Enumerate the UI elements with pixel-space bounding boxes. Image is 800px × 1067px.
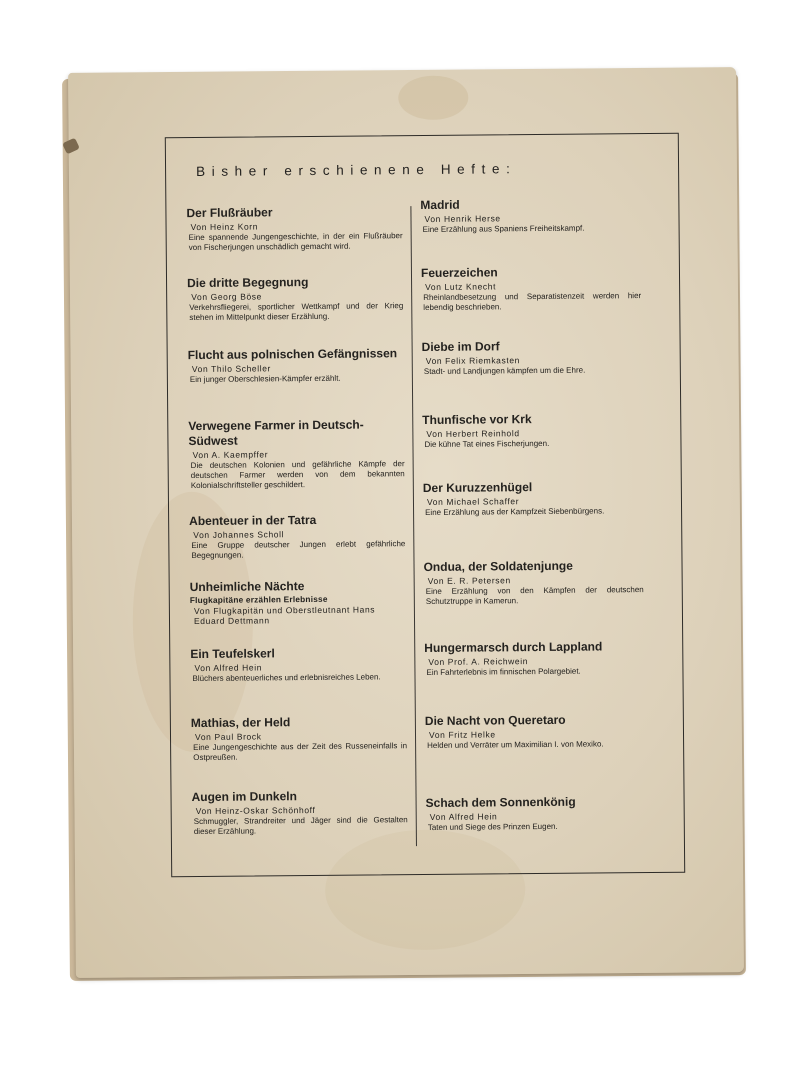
book-description: Verkehrsfliegerei, sportlicher Wettkampf und der Krieg stehen im Mittelpunkt dieser Erzählung. [189,301,404,323]
book-title: Feuerzeichen [420,265,498,281]
list-item [186,204,402,253]
book-title: Unheimliche Nächte [189,579,305,595]
book-author: Von Herbert Reinhold [426,428,520,439]
list-item [191,714,407,763]
list-item [189,512,405,561]
list-item [425,712,645,751]
book-title: Hungermarsch durch Lappland [424,639,603,656]
book-title: Der Flußräuber [186,205,273,221]
list-item [426,794,646,833]
book-title: Der Kuruzzenhügel [422,480,533,496]
book-author: Von Paul Brock [194,731,262,743]
book-author: Von Henrik Herse [424,213,501,224]
book-author: Von Fritz Helke [428,729,496,740]
right-column [420,196,644,832]
book-author: Von Flugkapitän und Oberstleutnant Hans Eduard Dettmann [193,604,376,627]
list-item [423,558,643,607]
title-list-frame [165,133,685,877]
list-item [188,346,404,385]
book-author: Von Johannes Scholl [193,529,285,541]
book-title: Verwegene Farmer in Deutsch-Südwest [188,417,364,449]
book-description: Ein junger Oberschlesien-Kämpfer erzählt. [189,373,341,385]
book-title: Die Nacht von Queretaro [424,712,566,729]
book-subtitle: Flugkapitäne erzählen Erlebnisse [189,593,328,606]
book-description: Eine Erzählung von den Kämpfen der deutschen Schutztruppe in Kamerun. [425,585,644,606]
book-title: Madrid [420,197,460,213]
book-title: Diebe im Dorf [421,339,500,355]
book-description: Ein Fahrterlebnis im finnischen Polargebiet. [426,666,581,677]
list-item [423,479,643,518]
book-title: Mathias, der Held [190,715,291,731]
book-author: Von Heinz-Oskar Schönhoff [195,804,316,817]
book-author: Von E. R. Petersen [427,575,511,586]
column-divider [410,206,417,846]
list-item [190,578,406,626]
book-description: Eine Jungengeschichte aus der Zeit des Russeneinfalls in Ostpreußen. [193,741,408,763]
book-description: Die deutschen Kolonien und gefährliche Kämpfe der deutschen Farmer werden von dem bekannten Kolonialschriftsteller geschildert. [190,459,405,491]
list-item [421,264,641,313]
list-item [187,274,403,323]
book-description: Eine spannende Jungengeschichte, in der ein Flußräuber von Fischerjungen unschädlich gemacht wird. [188,231,403,253]
list-item [190,645,406,684]
book-title: Ondua, der Soldatenjunge [423,558,573,575]
book-author: Von A. Kaempffer [192,449,269,461]
list-item [420,196,640,235]
book-description: Eine Erzählung aus Spaniens Freiheitskampf. [422,223,585,235]
book-title: Schach dem Sonnenkönig [425,794,576,811]
list-item [188,417,405,491]
book-description: Taten und Siege des Prinzen Eugen. [427,821,558,832]
book-author: Von Thilo Scheller [191,363,272,375]
book-author: Von Prof. A. Reichwein [428,656,529,667]
left-column [186,198,408,837]
book-author: Von Lutz Knecht [425,281,497,292]
list-item [424,639,644,678]
book-title: Ein Teufelskerl [190,646,275,662]
list-heading: Bisher erschienene Hefte: [196,161,517,179]
book-description: Blüchers abenteuerliches und erlebnisreiches Leben. [192,672,381,684]
book-description: Rheinlandbesetzung und Separatistenzeit werden hier lebendig beschrieben. [423,291,642,313]
book-description: Eine Gruppe deutscher Jungen erlebt gefährliche Begegnungen. [191,539,406,561]
book-author: Von Felix Riemkasten [425,355,520,366]
list-item [422,411,642,450]
book-title: Abenteuer in der Tatra [189,512,317,529]
book-author: Von Michael Schaffer [426,496,520,507]
list-item [422,338,642,377]
book-title: Augen im Dunkeln [191,789,297,805]
book-author: Von Heinz Korn [190,221,259,233]
book-title: Die dritte Begegnung [186,275,309,291]
paper-stain [398,75,468,120]
book-author: Von Alfred Hein [194,662,263,674]
book-title: Thunfische vor Krk [422,412,532,428]
book-description: Schmuggler, Strandreiter und Jäger sind die Gestalten dieser Erzählung. [193,815,408,837]
book-description: Die kühne Tat eines Fischerjungen. [424,438,550,450]
book-description: Helden und Verräter um Maximilian I. von Mexiko. [427,739,604,750]
book-author: Von Georg Böse [191,291,262,303]
book-description: Eine Erzählung aus der Kampfzeit Siebenbürgens. [425,506,605,517]
list-item [191,788,407,837]
book-title: Flucht aus polnischen Gefängnissen [187,346,398,363]
book-author: Von Alfred Hein [429,811,498,822]
book-description: Stadt- und Landjungen kämpfen um die Ehre. [423,365,586,377]
